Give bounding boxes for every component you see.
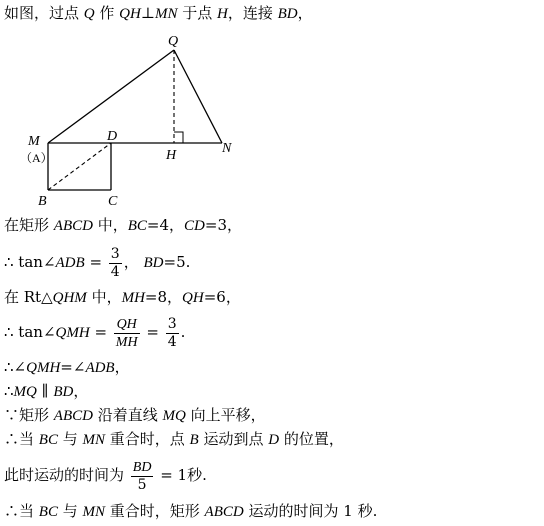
- fraction-numerator: BD: [132, 459, 152, 475]
- text: 如图，过点: [4, 4, 84, 22]
- segment-bd: [48, 143, 111, 190]
- text: =: [89, 323, 112, 341]
- var-bd: BD: [143, 255, 164, 271]
- var-cd: CD: [184, 218, 205, 234]
- text: 中，: [92, 216, 128, 234]
- fraction: [109, 246, 122, 281]
- text: 沿着直线: [92, 406, 163, 424]
- text: 作: [94, 4, 120, 22]
- var-abcd: ABCD: [53, 218, 93, 234]
- text: 此时运动的时间为: [4, 466, 129, 484]
- var-abcd: ABCD: [53, 408, 93, 424]
- solution-line-3: [4, 287, 241, 308]
- var-h: H: [217, 6, 228, 22]
- text: .: [180, 323, 186, 341]
- label-d: D: [107, 129, 118, 144]
- var-mn: MN: [154, 6, 178, 22]
- text: =4，: [146, 216, 185, 234]
- text: ，: [114, 358, 130, 376]
- text: = 1秒: [155, 466, 203, 484]
- solution-line-5: [4, 357, 130, 378]
- text: 的位置，: [279, 430, 344, 448]
- text: 在 Rt△: [4, 288, 53, 306]
- text: 运动的时间为 1 秒.: [243, 502, 378, 520]
- text: 在矩形: [4, 216, 54, 234]
- var-mn: MN: [82, 504, 105, 520]
- var-adb: ADB: [85, 360, 115, 376]
- solution-line-6: [4, 381, 88, 402]
- var-qh: QH: [119, 6, 141, 22]
- var-bd: BD: [277, 6, 298, 22]
- var-bc: BC: [38, 504, 58, 520]
- var-q: Q: [83, 6, 95, 22]
- label-a: （A）: [20, 151, 53, 165]
- text: =5.: [163, 253, 191, 271]
- var-mq: MQ: [13, 384, 37, 400]
- text: ∴ tan∠: [4, 323, 56, 341]
- var-abcd: ABCD: [204, 504, 244, 520]
- text: =: [84, 253, 107, 271]
- text: 中，: [86, 288, 122, 306]
- label-h: H: [166, 148, 177, 163]
- var-bd: BD: [53, 384, 74, 400]
- geometry-figure: [0, 28, 260, 218]
- text: .: [202, 466, 207, 484]
- text: ∴: [4, 382, 14, 400]
- text: =3，: [204, 216, 242, 234]
- right-angle-mark: [174, 132, 183, 143]
- text: ∵矩形: [4, 406, 54, 424]
- var-bc: BC: [38, 432, 58, 448]
- var-qhm: QHM: [52, 290, 87, 306]
- text: ，: [297, 4, 313, 22]
- label-q: Q: [168, 34, 179, 49]
- fraction-numerator: 3: [167, 315, 177, 332]
- text: ，连接: [227, 4, 278, 22]
- solution-line-4: [4, 313, 185, 352]
- fraction-denominator: 5: [137, 476, 147, 493]
- var-mn: MN: [82, 432, 105, 448]
- var-b: B: [189, 432, 199, 448]
- intro-line: [4, 3, 313, 24]
- var-mq: MQ: [162, 408, 186, 424]
- text: 向上平移，: [185, 406, 266, 424]
- var-qh: QH: [182, 290, 204, 306]
- solution-line-7: [4, 405, 266, 426]
- solution-line-9: [4, 456, 207, 494]
- parallel-symbol: ∥: [36, 382, 54, 400]
- var-mh: MH: [121, 290, 145, 306]
- text: =∠: [60, 358, 86, 376]
- fraction-denominator: 4: [167, 333, 177, 350]
- text: 重合时，点: [105, 430, 190, 448]
- text: ∴ tan∠: [4, 253, 56, 271]
- text: 运动到点: [198, 430, 269, 448]
- solution-line-10: [4, 501, 377, 522]
- solution-line-8: [4, 429, 344, 450]
- fraction: [114, 316, 140, 351]
- var-qmh: QMH: [55, 325, 90, 341]
- perp-symbol: ⊥: [140, 4, 155, 22]
- label-c: C: [108, 194, 118, 209]
- text: ∴∠: [4, 358, 27, 376]
- text: ，: [73, 382, 89, 400]
- text: =8，: [144, 288, 183, 306]
- text: 重合时，矩形: [105, 502, 205, 520]
- text: 与: [57, 502, 83, 520]
- text: 于点: [177, 4, 217, 22]
- var-bc: BC: [127, 218, 147, 234]
- var-adb: ADB: [55, 255, 85, 271]
- text: ∴当: [4, 430, 39, 448]
- text: ∴当: [4, 502, 39, 520]
- solution-line-2: [4, 243, 190, 282]
- fraction-numerator: 3: [110, 245, 120, 262]
- segment-qn: [174, 50, 222, 143]
- solution-line-1: [4, 215, 242, 236]
- label-n: N: [222, 141, 232, 156]
- label-b: B: [38, 194, 47, 209]
- var-d: D: [268, 432, 280, 448]
- fraction-numerator: QH: [114, 316, 140, 334]
- fraction: [131, 459, 154, 494]
- text: =: [141, 323, 164, 341]
- fraction: [166, 316, 179, 351]
- fraction-denominator: MH: [115, 334, 138, 350]
- var-qmh: QMH: [26, 360, 61, 376]
- label-m: M: [28, 134, 40, 149]
- text: =6，: [203, 288, 241, 306]
- fraction-denominator: 4: [110, 263, 120, 280]
- text: 与: [57, 430, 83, 448]
- text: ，: [123, 253, 144, 271]
